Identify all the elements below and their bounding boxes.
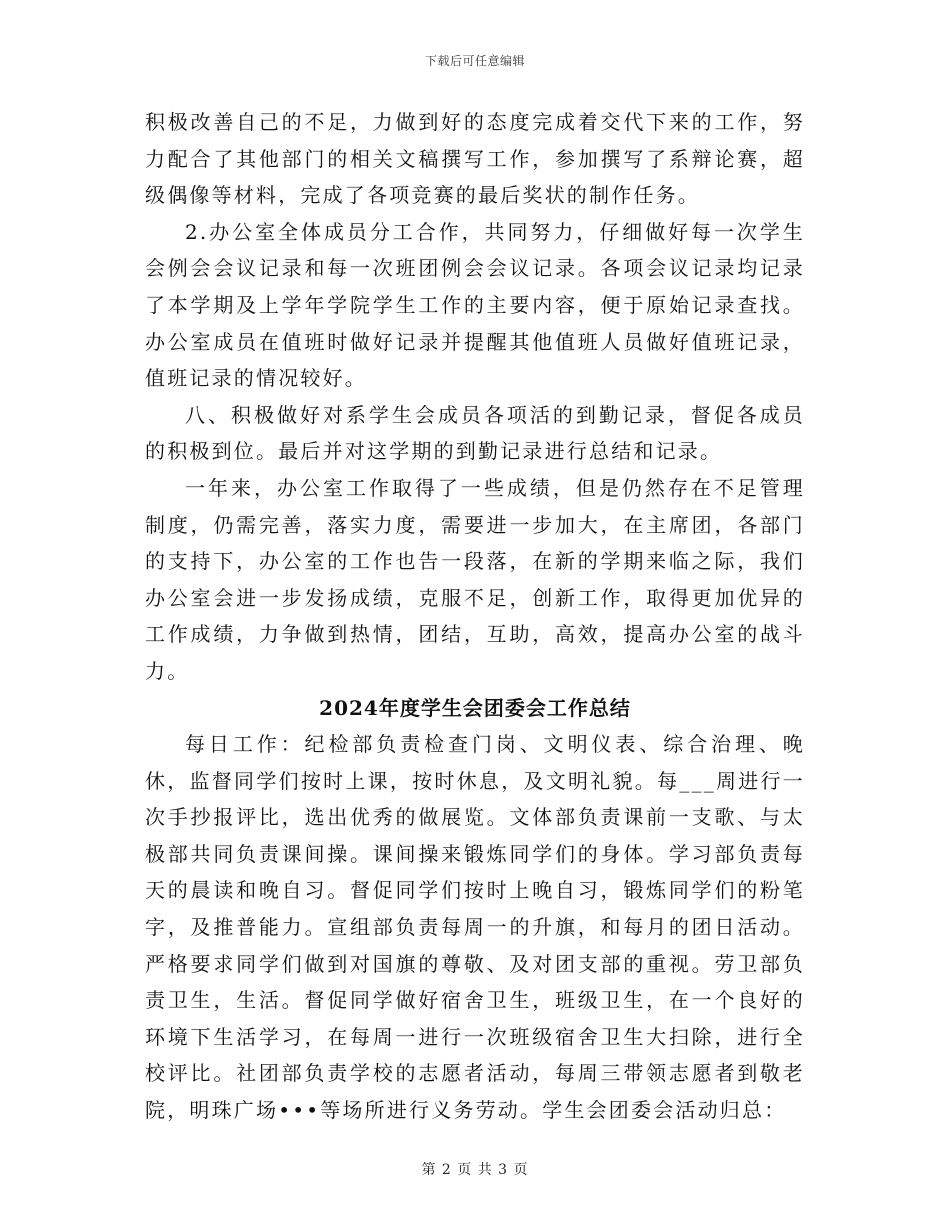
paragraph-attendance: 八、积极做好对系学生会成员各项活的到勤记录，督促各成员的积极到位。最后并对这学期的到勤记录进行总结和记录。 xyxy=(145,402,805,464)
page-footer: 第 2 页 共 3 页 xyxy=(421,1162,529,1178)
paragraph-daily-work: 每日工作：纪检部负责检查门岗、文明仪表、综合治理、晚休，监督同学们按时上课，按时休息，及文明礼貌。每___周进行一次手抄报评比，选出优秀的做展览。文体部负责课前一支歌、与太极部共同负责课间操。课间操来锻炼同学们的身体。学习部负责每天的晨读和晚自习。督促同学们按时上晚自习，锻炼同学们的粉笔字，及推普能力。宣组部负责每周一的升旗，和每月的团日活动。严格要求同学们做到对国旗的尊敬、及对团支部的重视。劳卫部负责卫生，生活。督促同学做好宿舍卫生，班级卫生，在一个良好的环境下生活学习，在每周一进行一次班级宿舍卫生大扫除，进行全校评比。社团部负责学校的志愿者活动，每周三带领志愿者到敬老院，明珠广场•••等场所进行义务劳动。学生会团委会活动归总： xyxy=(145,732,805,1123)
paragraph-continuation: 积极改善自己的不足，力做到好的态度完成着交代下来的工作，努力配合了其他部门的相关文稿撰写工作，参加撰写了系辩论赛，超级偶像等材料，完成了各项竞赛的最后奖状的制作任务。 xyxy=(145,110,805,208)
page-header: 下载后可任意编辑 xyxy=(424,54,525,68)
paragraph-office-records: 2.办公室全体成员分工合作，共同努力，仔细做好每一次学生会例会会议记录和每一次班团例会会议记录。各项会议记录均记录了本学期及上学年学院学生工作的主要内容，便于原始记录查找。办公室成员在值班时做好记录并提醒其他值班人员做好值班记录，值班记录的情况较好。 xyxy=(145,219,805,391)
paragraph-year-summary: 一年来，办公室工作取得了一些成绩，但是仍然存在不足管理制度，仍需完善，落实力度，需要进一步加大，在主席团，各部门的支持下，办公室的工作也告一段落，在新的学期来临之际，我们办公室会进一步发扬成绩，克服不足，创新工作，取得更加优异的工作成绩，力争做到热情，团结，互助，高效，提高办公室的战斗力。 xyxy=(145,475,805,683)
document-body xyxy=(145,104,805,1129)
section-title: 2024年度学生会团委会工作总结 xyxy=(319,695,631,720)
